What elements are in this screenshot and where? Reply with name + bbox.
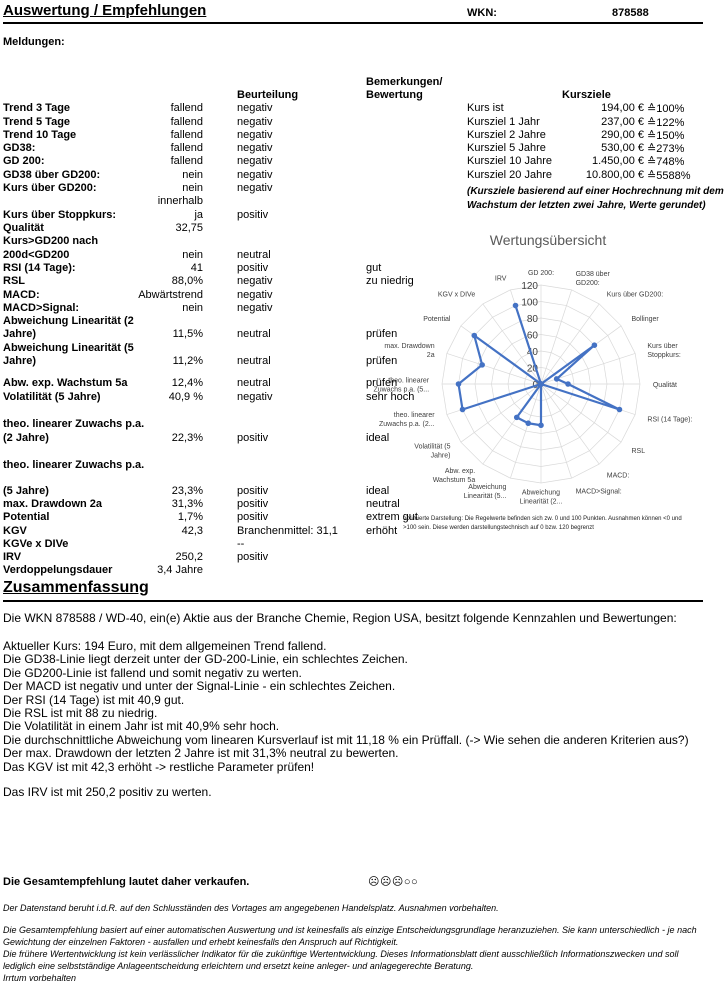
row-label: (2 Jahre) bbox=[3, 432, 49, 444]
row-label: KGVe x DIVe bbox=[3, 538, 69, 550]
summary-title: Zusammenfassung bbox=[3, 579, 149, 596]
row-label: Kurs über Stoppkurs: bbox=[3, 209, 117, 221]
row-value: nein bbox=[182, 249, 203, 261]
row-label: KGV bbox=[3, 525, 27, 537]
radar-tick-label: 100 bbox=[521, 297, 538, 309]
row-rating: negativ bbox=[237, 102, 273, 114]
price-target-percent: ≙5588% bbox=[647, 170, 691, 182]
price-target-percent: ≙150% bbox=[647, 130, 685, 142]
price-target-label: Kursziel 10 Jahre bbox=[467, 155, 552, 167]
header-divider bbox=[3, 22, 703, 24]
disclaimer-error: Irrtum vorbehalten bbox=[3, 973, 77, 983]
row-value: fallend bbox=[170, 155, 203, 167]
radar-axis-label: Kurs über GD200: bbox=[606, 291, 664, 299]
radar-axis-label: Abw. exp. bbox=[444, 468, 476, 476]
chart-footnote-1: optimierte Darstellung: Die Regelwerte befinden sich zw. 0 und 100 Punkten. Ausnahmen können <0 und bbox=[403, 516, 682, 522]
row-rating: negativ bbox=[237, 155, 273, 167]
row-value: 23,3% bbox=[171, 485, 203, 497]
radar-data-point bbox=[456, 381, 462, 387]
row-rating: positiv bbox=[237, 262, 269, 274]
price-target-value: 290,00 € bbox=[601, 129, 644, 141]
row-label: Abw. exp. Wachstum 5a bbox=[3, 377, 128, 389]
row-rating: positiv bbox=[237, 511, 269, 523]
row-remark: zu niedrig bbox=[366, 275, 414, 287]
row-value: fallend bbox=[170, 102, 203, 114]
col-header-rating: Beurteilung bbox=[237, 89, 299, 101]
radar-axis-label: Kurs über bbox=[647, 342, 678, 350]
row-rating: Branchenmittel: 31,1 bbox=[237, 525, 338, 537]
radar-data-point bbox=[538, 422, 544, 428]
radar-axis-label: Linearität (5... bbox=[463, 492, 507, 500]
row-label: MACD: bbox=[3, 289, 40, 301]
radar-axis-label: MACD>Signal: bbox=[575, 488, 622, 496]
price-targets-note-2: Wachstum der letzten zwei Jahre, Werte gerundet) bbox=[467, 200, 706, 211]
radar-tick-label: 0 bbox=[532, 380, 538, 391]
row-label: 200d<GD200 bbox=[3, 249, 70, 261]
row-remark: ideal bbox=[366, 432, 390, 444]
row-rating: positiv bbox=[237, 498, 269, 510]
row-label: Kurs>GD200 nach bbox=[3, 235, 99, 247]
row-value: 3,4 Jahre bbox=[157, 564, 203, 576]
overall-recommendation: Die Gesamtempfehlung lautet daher verkaufen. bbox=[3, 876, 250, 888]
row-label: Qualität bbox=[3, 222, 44, 234]
radar-spoke bbox=[461, 384, 541, 442]
summary-line: Die durchschnittliche Abweichung vom linearen Kursverlauf ist mit 11,18 % ein Prüffall. (-> Wie sehen die anderen Kriterien aus?) bbox=[3, 732, 689, 747]
row-remark: sehr hoch bbox=[366, 391, 415, 403]
disclaimer-performance: Die frühere Wertentwicklung ist kein verlässlicher Indikator für die zukünftige Wertentwicklung. Dieses Informationsblatt dient ausschließlich Informationszwecken und soll lediglich eine selbstständige Anlageentscheidung erleichtern und ersetzt keine anleger- und anlagegerechte Beratung. bbox=[3, 949, 679, 971]
radar-data-point bbox=[514, 415, 520, 421]
row-label: Verdoppelungsdauer bbox=[3, 564, 113, 576]
row-rating: positiv bbox=[237, 485, 269, 497]
page-title: Auswertung / Empfehlungen bbox=[3, 2, 207, 19]
row-label: GD 200: bbox=[3, 155, 45, 167]
summary-intro: Die WKN 878588 / WD-40, ein(e) Aktie aus der Branche Chemie, Region USA, besitzt folgende Kennzahlen und Bewertungen: bbox=[3, 611, 677, 625]
summary-line: Der RSI (14 Tage) ist mit 40,9 gut. bbox=[3, 692, 185, 707]
radar-axis-label: Abweichung bbox=[521, 489, 561, 497]
row-value: nein bbox=[182, 182, 203, 194]
row-label: Volatilität (5 Jahre) bbox=[3, 391, 101, 403]
row-rating: negativ bbox=[237, 142, 273, 154]
row-value: 40,9 % bbox=[168, 391, 203, 403]
row-value: 11,2% bbox=[172, 355, 203, 367]
row-rating: positiv bbox=[237, 551, 269, 563]
price-target-percent: ≙748% bbox=[647, 156, 685, 168]
radar-data-point bbox=[592, 342, 598, 348]
radar-spoke bbox=[541, 384, 621, 442]
row-label: IRV bbox=[3, 551, 22, 563]
col-header-price-targets: Kursziele bbox=[562, 89, 611, 101]
radar-axis-label: Qualität bbox=[652, 382, 677, 389]
summary-line: Die GD38-Linie liegt derzeit unter der GD-200-Linie, ein schlechtes Zeichen. bbox=[3, 652, 408, 667]
row-remark: gut bbox=[366, 262, 382, 274]
radar-axis-label: Potential bbox=[423, 316, 451, 324]
radar-data-point bbox=[513, 303, 519, 309]
row-value: ja bbox=[194, 209, 203, 221]
radar-axis-label: RSL bbox=[631, 447, 646, 455]
row-value: 11,5% bbox=[172, 328, 203, 340]
row-label: theo. linearer Zuwachs p.a. bbox=[3, 418, 145, 430]
row-rating: negativ bbox=[237, 302, 273, 314]
summary-irv: Das IRV ist mit 250,2 positiv zu werten. bbox=[3, 785, 212, 799]
radar-axis-label: GD 200: bbox=[527, 270, 555, 278]
row-value: Abwärtstrend bbox=[138, 289, 203, 301]
row-label: RSI (14 Tage): bbox=[3, 262, 76, 274]
row-rating: neutral bbox=[237, 249, 271, 261]
row-label: Trend 10 Tage bbox=[3, 129, 77, 141]
row-rating: positiv bbox=[237, 209, 269, 221]
radar-tick-label: 20 bbox=[526, 363, 538, 375]
price-target-value: 530,00 € bbox=[601, 142, 644, 154]
row-label: (5 Jahre) bbox=[3, 485, 49, 497]
col-header-remarks-2: Bewertung bbox=[366, 89, 423, 101]
row-rating: neutral bbox=[237, 355, 271, 367]
summary-line: Das KGV ist mit 42,3 erhöht -> restliche Parameter prüfen! bbox=[3, 759, 315, 774]
row-label: Abweichung Linearität (5 bbox=[3, 342, 134, 354]
row-value: 22,3% bbox=[171, 432, 203, 444]
row-remark: extrem gut bbox=[366, 511, 418, 523]
summary-line: Die Volatilität in einem Jahr ist mit 40,9% sehr hoch. bbox=[3, 719, 280, 734]
radar-tick-labels bbox=[521, 281, 538, 391]
radar-axis-label: theo. linearer bbox=[393, 412, 435, 420]
price-target-label: Kursziel 20 Jahre bbox=[467, 169, 552, 181]
row-rating: negativ bbox=[237, 391, 273, 403]
radar-axis-label: Abweichung bbox=[468, 483, 507, 491]
row-label: Trend 3 Tage bbox=[3, 102, 71, 114]
radar-data-point bbox=[479, 362, 485, 368]
row-rating: -- bbox=[237, 538, 245, 550]
radar-tick-label: 80 bbox=[526, 314, 538, 325]
radar-data-point bbox=[538, 381, 544, 387]
radar-axis-label: Zuwachs p.a. (5... bbox=[373, 386, 430, 394]
radar-tick-label: 60 bbox=[526, 330, 538, 342]
row-value: nein bbox=[182, 169, 203, 181]
price-target-label: Kursziel 2 Jahre bbox=[467, 129, 546, 141]
price-target-value: 194,00 € bbox=[601, 102, 644, 114]
row-remark: prüfen bbox=[366, 328, 398, 340]
row-remark: ideal bbox=[366, 485, 390, 497]
price-target-percent: ≙273% bbox=[647, 143, 685, 155]
disclaimer-data: Der Datenstand beruht i.d.R. auf den Schlusständen des Vortages am angegebenen Handelsplatz. Ausnahmen vorbehalten. bbox=[3, 903, 499, 913]
row-rating: positiv bbox=[237, 432, 269, 444]
radar-spoke bbox=[541, 304, 599, 384]
row-label: GD38: bbox=[3, 142, 36, 154]
summary-line: Der max. Drawdown der letzten 2 Jahre ist mit 31,3% neutral zu bewerten. bbox=[3, 746, 399, 761]
wkn-label: WKN: bbox=[467, 7, 497, 19]
row-label: RSL bbox=[3, 275, 25, 287]
price-targets-note-1: (Kursziele basierend auf einer Hochrechnung mit dem bbox=[467, 186, 724, 197]
radar-data-point bbox=[471, 333, 477, 339]
row-label: Abweichung Linearität (2 bbox=[3, 315, 134, 327]
radar-axis-label: GD38 über bbox=[575, 271, 610, 279]
radar-axis-label: Stoppkurs: bbox=[647, 351, 681, 359]
row-remark: neutral bbox=[366, 498, 400, 510]
row-rating: negativ bbox=[237, 289, 273, 301]
radar-axis-label: Bollinger bbox=[631, 316, 659, 324]
price-target-value: 237,00 € bbox=[601, 116, 644, 128]
row-rating: negativ bbox=[237, 129, 273, 141]
row-value: fallend bbox=[170, 142, 203, 154]
radar-data-point bbox=[525, 420, 531, 426]
radar-axis-label: Linearität (2... bbox=[519, 498, 563, 506]
radar-axis-label: MACD: bbox=[606, 472, 630, 480]
summary-line: Der MACD ist negativ und unter der Signal-Linie - ein schlechtes Zeichen. bbox=[3, 679, 396, 694]
row-label: Potential bbox=[3, 511, 50, 523]
row-value: nein bbox=[182, 302, 203, 314]
row-value: 88,0% bbox=[171, 275, 203, 287]
row-label: max. Drawdown 2a bbox=[3, 498, 103, 510]
row-label: GD38 über GD200: bbox=[3, 169, 101, 181]
row-label: Jahre) bbox=[3, 328, 37, 340]
row-value: 12,4% bbox=[171, 377, 203, 389]
radar-data-point bbox=[565, 381, 571, 387]
row-label: Trend 5 Tage bbox=[3, 116, 71, 128]
messages-label: Meldungen: bbox=[3, 36, 65, 48]
price-target-value: 10.800,00 € bbox=[585, 169, 644, 181]
radar-axis-label: RSI (14 Tage): bbox=[647, 416, 693, 424]
row-rating: neutral bbox=[237, 328, 271, 340]
row-rating: neutral bbox=[237, 377, 271, 389]
radar-data-point bbox=[554, 376, 560, 382]
price-target-label: Kurs ist bbox=[467, 102, 504, 114]
row-value: 1,7% bbox=[177, 511, 203, 523]
row-rating: negativ bbox=[237, 182, 273, 194]
row-rating: negativ bbox=[237, 169, 273, 181]
radar-axis-label: theo. linearer bbox=[388, 377, 430, 385]
price-target-label: Kursziel 5 Jahre bbox=[467, 142, 546, 154]
summary-line: Die GD200-Linie ist fallend und somit negativ zu werten. bbox=[3, 665, 302, 680]
radar-data-point bbox=[617, 407, 623, 413]
row-rating: negativ bbox=[237, 116, 273, 128]
row-value: 31,3% bbox=[171, 498, 203, 510]
radar-tick-label: 40 bbox=[526, 347, 538, 358]
radar-tick-label: 120 bbox=[521, 281, 538, 292]
radar-axis-label: max. Drawdown bbox=[384, 342, 435, 350]
radar-axis-label: GD200: bbox=[575, 280, 600, 288]
summary-line: Die RSL ist mit 88 zu niedrig. bbox=[3, 706, 158, 720]
row-value: 41 bbox=[190, 262, 203, 274]
row-value: fallend bbox=[170, 116, 203, 128]
row-remark: prüfen bbox=[366, 377, 398, 389]
price-target-value: 1.450,00 € bbox=[592, 155, 644, 167]
radar-data-point bbox=[460, 407, 466, 413]
radar-axis-label: Wachstum 5a bbox=[432, 477, 476, 485]
chart-title: Wertungsübersicht bbox=[489, 232, 607, 248]
row-value: 250,2 bbox=[175, 551, 203, 563]
row-label: theo. linearer Zuwachs p.a. bbox=[3, 459, 145, 471]
row-rating: negativ bbox=[237, 275, 273, 287]
col-header-remarks-1: Bemerkungen/ bbox=[366, 76, 443, 88]
row-label: Jahre) bbox=[3, 355, 37, 367]
wkn-value: 878588 bbox=[612, 7, 649, 19]
radar-axis-label: Zuwachs p.a. (2... bbox=[378, 421, 435, 429]
recommendation-symbols: ☹☹☹○○ bbox=[368, 876, 419, 888]
price-target-label: Kursziel 1 Jahr bbox=[467, 116, 540, 128]
row-value: fallend bbox=[170, 129, 203, 141]
disclaimer-recommendation: Die Gesamtempfehlung basiert auf einer automatischen Auswertung und ist keinesfalls als einzige Entscheidungsgrundlage heranzuziehen. Sie kann unterschiedlich - je nach Gewichtung der einzelnen Faktoren - ausfallen und erhebt keinesfalls den Anspruch auf Richtigkeit. bbox=[3, 925, 697, 947]
row-label: MACD>Signal: bbox=[3, 302, 80, 314]
row-remark: erhöht bbox=[366, 525, 398, 537]
price-target-percent: ≙122% bbox=[647, 117, 685, 129]
radar-axis-label: 2a bbox=[426, 351, 435, 359]
radar-axis-label: IRV bbox=[494, 275, 507, 283]
radar-axis-label: KGV x DIVe bbox=[437, 291, 476, 299]
row-value: 32,75 bbox=[175, 222, 203, 234]
summary-divider bbox=[3, 600, 703, 602]
radar-axis-label: Volatilität (5 bbox=[414, 443, 451, 451]
row-value: innerhalb bbox=[157, 195, 203, 207]
row-value: 42,3 bbox=[181, 525, 203, 537]
row-remark: prüfen bbox=[366, 355, 398, 367]
chart-footnote-2: >100 sein. Diese werden darstellungstechnisch auf 0 bzw. 120 begrenzt bbox=[403, 525, 594, 531]
summary-line: Aktueller Kurs: 194 Euro, mit dem allgemeinen Trend fallend. bbox=[3, 639, 327, 653]
row-label: Kurs über GD200: bbox=[3, 182, 97, 194]
radar-axis-label: Jahre) bbox=[430, 452, 451, 460]
price-target-percent: ≙100% bbox=[647, 103, 685, 115]
